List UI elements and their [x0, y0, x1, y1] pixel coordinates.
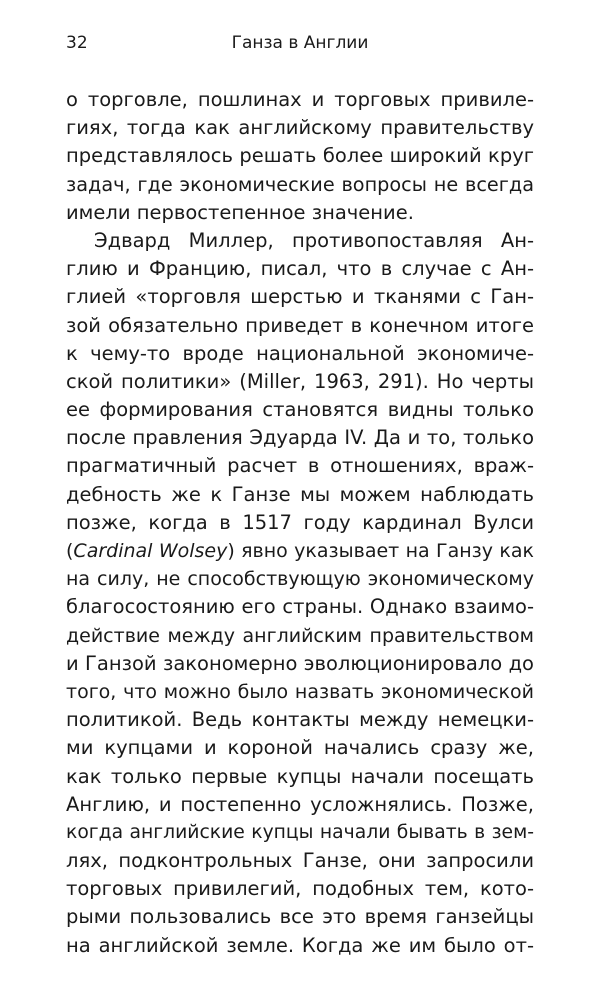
text-line: лях, подконтрольных Ганзе, они запросили [66, 849, 534, 873]
text-line: ми купцами и короной начались сразу же, [66, 736, 534, 760]
text-line: представлялось решать более широкий круг [66, 144, 534, 168]
text-line: гиях, тогда как английскому правительству [66, 116, 534, 140]
text-line: к чему-то вроде национальной экономиче- [66, 341, 534, 365]
text-line: и Ганзой закономерно эволюционировало до [66, 651, 534, 675]
text-line: рыми пользовались все это время ганзейцы [66, 905, 534, 929]
text-line: глией «торговля шерстью и тканями с Ган- [66, 285, 534, 309]
text-line: имели первостепенное значение. [66, 200, 414, 224]
text-line: торговых привилегий, подобных тем, кото- [66, 877, 534, 901]
text-line: как только первые купцы начали посещать [66, 764, 534, 788]
text-line: благосостоянию его страны. Однако взаимо- [66, 595, 534, 619]
text-fragment: ) явно указывает на Ганзу как [227, 540, 534, 562]
text-line: ской политики» (Miller, 1963, 291). Но черты [66, 369, 534, 393]
paragraph-first-line: Эдвард Миллер, противопоставляя Ан- [94, 228, 534, 252]
text-line: Англию, и постепенно усложнялись. Позже, [66, 792, 534, 816]
text-line: когда английские купцы начали бывать в зем- [66, 821, 534, 843]
text-line: глию и Францию, писал, что в случае с Ан- [66, 257, 534, 281]
text-line: позже, когда в 1517 году кардинал Вулси [66, 510, 534, 534]
page-header [66, 28, 534, 58]
text-line: на силу, не способствующую экономическому [66, 568, 534, 591]
text-line: зой обязательно приведет в конечном итоге [66, 313, 534, 337]
text-line: действие между английским правительством [66, 624, 534, 647]
text-line: политикой. Ведь контакты между немецки- [66, 708, 534, 732]
text-line: после правления Эдуарда IV. Да и то, только [66, 426, 534, 450]
text-line: прагматичный расчет в отношениях, враж- [66, 454, 534, 478]
text-line: дебность же к Ганзе мы можем наблюдать [66, 482, 534, 506]
text-line: ее формирования становятся видны только [66, 398, 534, 422]
page-number: 32 [66, 33, 88, 53]
text-line-with-italic [66, 537, 534, 565]
text-fragment: ( [66, 540, 74, 562]
running-title: Ганза в Англии [231, 33, 369, 53]
text-line: о торговле, пошлинах и торговых привиле- [66, 88, 534, 111]
text-line: задач, где экономические вопросы не всегда [66, 172, 534, 196]
text-line: на английской земле. Когда же им было от- [66, 933, 534, 957]
italic-term: Cardinal Wolsey [73, 540, 228, 562]
text-line: того, что можно было назвать экономической [66, 680, 534, 703]
body-text [66, 86, 534, 960]
